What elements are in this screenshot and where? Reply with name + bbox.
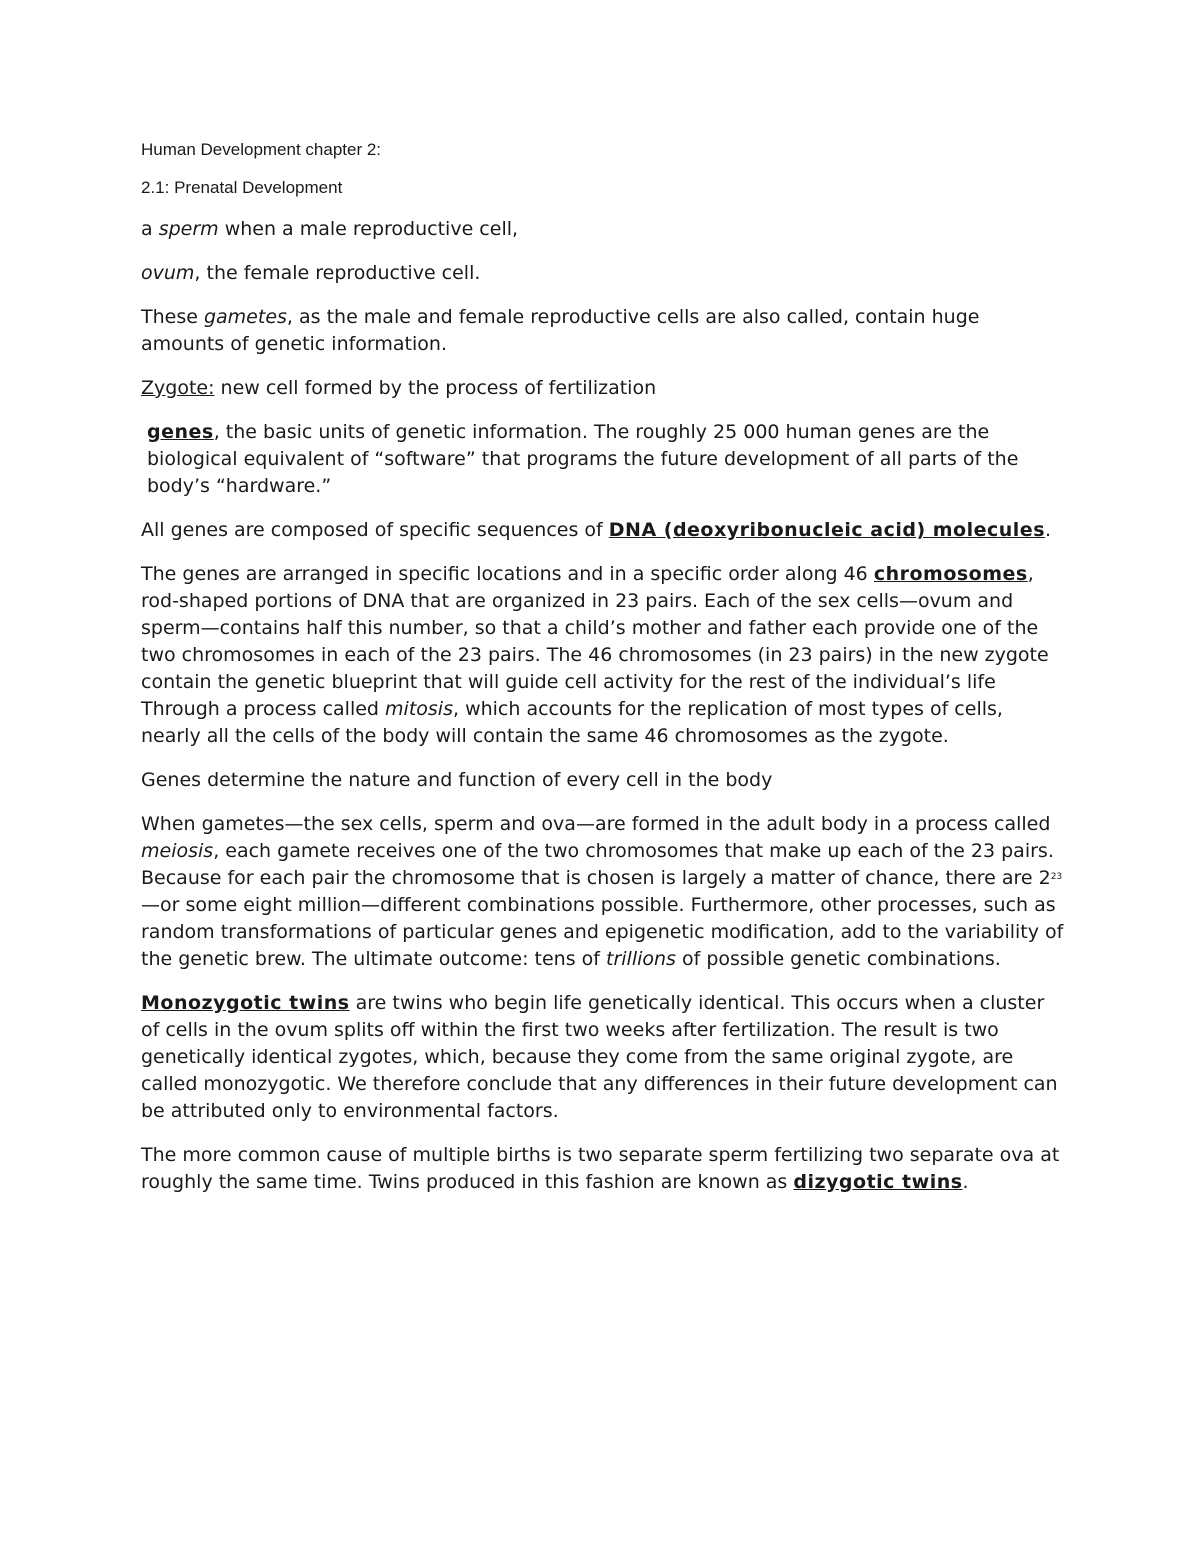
paragraph-gametes [141, 304, 1066, 358]
text-run: All genes are composed of specific sequences of [141, 519, 609, 541]
term-zygote: Zygote: [141, 377, 215, 399]
text-run: The more common cause of multiple births is two separate sperm fertilizing two separate ova at roughly the same time. Twins produced in this fashion are known as [141, 1144, 1060, 1193]
document-body [141, 138, 1066, 1213]
text-run: of possible genetic combinations. [675, 948, 1001, 970]
term-chromosomes: chromosomes [873, 563, 1028, 585]
section-heading: 2.1: Prenatal Development [141, 178, 343, 197]
term-sperm: sperm [158, 218, 219, 240]
term-mitosis: mitosis [385, 698, 453, 720]
text-run: , rod-shaped portions of DNA that are organized in 23 pairs. Each of the sex cells—ovum and sperm—contains half this number, so that a child’s mother and father each provide one of the two chromosomes in each of the 23 pairs. The 46 chromosomes (in 23 pairs) in the new zygote contain the genetic blueprint that will guide cell activity for the rest of the individual’s life Through a process called [141, 563, 1049, 720]
paragraph-genes-function: Genes determine the nature and function of every cell in the body [141, 769, 773, 791]
document-title: Human Development chapter 2: [141, 140, 382, 159]
term-monozygotic-twins: Monozygotic twins [141, 992, 350, 1014]
text-run: new cell formed by the process of fertilization [214, 377, 657, 399]
text-run: , as the male and female reproductive cells are also called, contain huge amounts of genetic information. [141, 306, 980, 355]
paragraph-meiosis [141, 811, 1066, 973]
paragraph-genes [141, 419, 1066, 500]
term-dna: DNA (deoxyribonucleic acid) molecules [608, 519, 1046, 541]
paragraph-zygote [141, 375, 1066, 402]
term-dizygotic-twins: dizygotic twins [793, 1171, 963, 1193]
text-run: a [141, 218, 159, 240]
term-ovum: ovum [141, 262, 195, 284]
term-trillions: trillions [606, 948, 676, 970]
paragraph-dna [141, 517, 1066, 544]
paragraph-dizygotic [141, 1142, 1066, 1196]
text-run: . [962, 1171, 969, 1193]
text-run: when a male reproductive cell, [218, 218, 519, 240]
exponent: 23 [1050, 872, 1063, 882]
paragraph-sperm [141, 216, 1066, 243]
text-run: The genes are arranged in specific locations and in a specific order along 46 [141, 563, 874, 585]
term-genes: genes [147, 421, 214, 443]
paragraph-chromosomes [141, 561, 1066, 750]
term-gametes: gametes [203, 306, 287, 328]
text-run: When gametes—the sex cells, sperm and ova—are formed in the adult body in a process called [141, 813, 1051, 835]
text-run: , each gamete receives one of the two chromosomes that make up each of the 23 pairs. Because for each pair the chromosome that is chosen is largely a matter of chance, there are 2 [141, 840, 1054, 889]
text-run: , which accounts for the replication of most types of cells, nearly all the cells of the body will contain the same 46 chromosomes as the zygote. [141, 698, 1003, 747]
text-run: are twins who begin life genetically identical. This occurs when a cluster of cells in the ovum splits off within the first two weeks after fertilization. The result is two genetically identical zygotes, which, because they come from the same original zygote, are called monozygotic. We therefore conclude that any differences in their future development can be attributed only to environmental factors. [141, 992, 1058, 1122]
text-run: . [1045, 519, 1052, 541]
paragraph-monozygotic [141, 990, 1066, 1125]
text-run: —or some eight million—different combinations possible. Furthermore, other processes, such as random transformations of particular genes and epigenetic modification, add to the variability of the genetic brew. The ultimate outcome: tens of [141, 894, 1064, 970]
text-run: These [141, 306, 204, 328]
paragraph-ovum [141, 260, 1066, 287]
term-meiosis: meiosis [141, 840, 214, 862]
text-run: , the basic units of genetic information. The roughly 25 000 human genes are the biological equivalent of “software” that programs the future development of all parts of the body’s “hardware.” [147, 421, 1019, 497]
text-run: , the female reproductive cell. [194, 262, 481, 284]
